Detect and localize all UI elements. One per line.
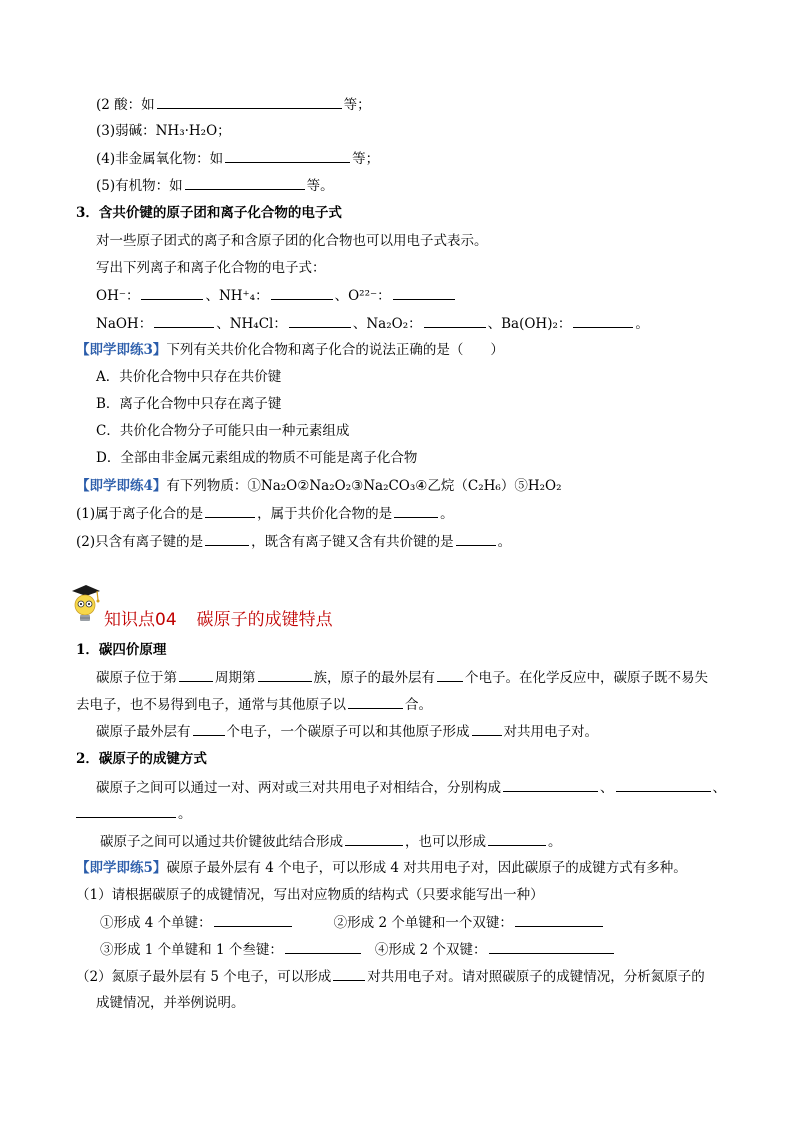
practice4-tag: 【即学即练4】: [76, 478, 167, 494]
c1-bond-blank[interactable]: [348, 694, 403, 709]
practice4-q2-blank2[interactable]: [456, 531, 496, 546]
naoh-label: NaOH：: [96, 316, 153, 332]
practice5-o1: ①形成 4 个单键：: [100, 915, 212, 931]
na2o2-blank[interactable]: [424, 313, 486, 328]
practice4-q2-blank1[interactable]: [205, 531, 249, 546]
carbon-section1-line1: [96, 667, 708, 688]
c2-blank2[interactable]: [616, 777, 711, 792]
c1-l3-a: 碳原子最外层有: [96, 724, 191, 740]
practice5-tag: 【即学即练5】: [76, 860, 167, 876]
section3-p1: 对一些原子团式的离子和含原子团的化合物也可以用电子式表示。: [96, 233, 488, 249]
carbon-section2-line2: [76, 803, 192, 824]
c1-group-blank[interactable]: [258, 667, 312, 682]
c1-l3-c: 对共用电子对。: [503, 724, 598, 740]
practice4-q2-b: ，既含有离子键又含有共价键的是: [251, 534, 454, 550]
practice4-q1-c: 。: [440, 506, 454, 522]
c1-l1-d: 个电子。在化学反应中，碳原子既不易失: [465, 670, 708, 686]
c2-l3-a: 碳原子之间可以通过共价键彼此结合形成: [100, 834, 343, 850]
knowledge-point-title: [104, 605, 353, 630]
section3-p2: 写出下列离子和离子化合物的电子式：: [96, 260, 326, 276]
c2-l1-a: 碳原子之间可以通过一对、两对或三对共用电子对相结合，分别构成: [96, 780, 501, 796]
carbon-section2-line3: [100, 831, 562, 852]
ions-line: [96, 285, 457, 306]
c1-l1-b: 周期第: [215, 670, 256, 686]
c2-l3-b: ，也可以形成: [405, 834, 486, 850]
compounds-end: 。: [635, 316, 649, 332]
baoh2-label: 、Ba(OH)₂：: [487, 316, 572, 332]
c1-pairs-blank[interactable]: [472, 721, 502, 736]
carbon-section2-heading: 2．碳原子的成键方式: [76, 751, 207, 767]
practice5-o3: ③形成 1 个单键和 1 个叁键：: [100, 942, 283, 958]
knowledge-point-name: 碳原子的成键特点: [196, 610, 333, 630]
practice5-intro: 碳原子最外层有 4 个电子，可以形成 4 对共用电子对，因此碳原子的成键方式有多种。: [166, 860, 687, 876]
ion-o2-label: 、O²²⁻：: [334, 288, 391, 304]
practice5-o1-blank[interactable]: [214, 912, 292, 927]
baoh2-blank[interactable]: [573, 313, 633, 328]
practice3-tag: 【即学即练3】: [76, 342, 167, 358]
practice5-q2-line1: [76, 966, 705, 987]
practice5-o2-blank[interactable]: [515, 912, 603, 927]
organic-line: [96, 175, 334, 196]
practice3-question: 下列有关共价化合物和离子化合的说法正确的是（ ）: [166, 342, 504, 358]
practice5-options-row1: [100, 912, 605, 933]
c1-l1-c: 族，原子的最外层有: [313, 670, 435, 686]
c2-l1-b: 、: [600, 780, 614, 796]
naoh-blank[interactable]: [154, 313, 214, 328]
nh4cl-blank[interactable]: [289, 313, 351, 328]
practice5-o3-blank[interactable]: [285, 939, 361, 954]
c2-l2-end: 。: [178, 806, 192, 822]
nonmetal-oxide-blank[interactable]: [225, 148, 350, 163]
c2-l1-c: 、: [712, 780, 726, 796]
acid-blank[interactable]: [157, 94, 342, 109]
nonmetal-oxide-line: [96, 148, 379, 169]
practice3-option-c[interactable]: C．共价化合物分子可能只由一种元素组成: [96, 423, 350, 439]
acid-prefix: (2 酸：如: [96, 97, 155, 113]
practice4-q1-b: ，属于共价化合物的是: [257, 506, 393, 522]
c2-chain-blank[interactable]: [345, 831, 403, 846]
organic-blank[interactable]: [185, 175, 305, 190]
practice5-q1: （1）请根据碳原子的成键情况，写出对应物质的结构式（只要求能写出一种）: [76, 887, 544, 903]
ion-o2-blank[interactable]: [393, 285, 455, 300]
practice4-question: 有下列物质：①Na₂O②Na₂O₂③Na₂CO₃④乙烷（C₂H₆）⑤H₂O₂: [166, 478, 562, 494]
practice5-q2-blank[interactable]: [333, 966, 365, 981]
practice5-o4-blank[interactable]: [489, 939, 614, 954]
acid-line: [96, 94, 371, 115]
ion-nh4-blank[interactable]: [271, 285, 333, 300]
practice4-question-line: [76, 476, 561, 496]
organic-suffix: 等。: [306, 178, 334, 194]
carbon-section2-line1: [96, 777, 726, 798]
ion-oh-label: OH⁻：: [96, 288, 140, 304]
c2-blank3[interactable]: [76, 803, 176, 818]
section3-heading: 3．含共价键的原子团和离子化合物的电子式: [76, 205, 342, 221]
scholar-bulb-icon: [70, 583, 102, 625]
practice5-q2-line2: 成键情况，并举例说明。: [96, 995, 245, 1011]
practice5-options-row2: [100, 939, 616, 960]
knowledge-point-number: 知识点04: [104, 610, 177, 630]
c2-ring-blank[interactable]: [488, 831, 546, 846]
practice4-q1-blank2[interactable]: [394, 503, 438, 518]
c2-l3-c: 。: [548, 834, 562, 850]
c1-period-blank[interactable]: [179, 667, 213, 682]
na2o2-label: 、Na₂O₂：: [352, 316, 422, 332]
c1-l2-b: 合。: [405, 697, 432, 713]
compounds-line: [96, 313, 649, 334]
practice5-o2: ②形成 2 个单键和一个双键：: [333, 915, 513, 931]
ion-oh-blank[interactable]: [141, 285, 203, 300]
practice5-q2-a: （2）氮原子最外层有 5 个电子，可以形成: [76, 969, 332, 985]
practice3-option-d[interactable]: D．全部由非金属元素组成的物质不可能是离子化合物: [96, 450, 418, 466]
carbon-section1-heading: 1．碳四价原理: [76, 642, 167, 658]
nonmetal-oxide-suffix: 等；: [352, 151, 380, 167]
organic-prefix: (5)有机物：如: [96, 178, 183, 194]
practice3-question-line: [76, 340, 504, 360]
weak-base-line: (3)弱碱：NH₃·H₂O；: [96, 123, 231, 139]
practice4-q1-a: (1)属于离子化合的是: [76, 506, 204, 522]
practice3-option-b[interactable]: B．离子化合物中只存在离子键: [96, 396, 282, 412]
c1-l3-b: 个电子，一个碳原子可以和其他原子形成: [226, 724, 470, 740]
c1-outer-blank[interactable]: [193, 721, 225, 736]
practice4-q1-blank1[interactable]: [205, 503, 255, 518]
practice5-o4: ④形成 2 个双键：: [374, 942, 487, 958]
c1-l1-a: 碳原子位于第: [96, 670, 177, 686]
c1-electron-blank[interactable]: [437, 667, 463, 682]
practice4-q1: [76, 503, 454, 524]
practice3-option-a[interactable]: A．共价化合物中只存在共价键: [96, 369, 282, 385]
acid-suffix: 等；: [343, 97, 371, 113]
ion-nh4-label: 、NH⁺₄：: [205, 288, 269, 304]
nonmetal-oxide-prefix: (4)非金属氧化物：如: [96, 151, 224, 167]
practice4-q2-a: (2)只含有离子键的是: [76, 534, 204, 550]
practice5-intro-line: [76, 858, 687, 878]
practice4-q2-c: 。: [497, 534, 512, 550]
c1-l2-a: 去电子，也不易得到电子，通常与其他原子以: [76, 697, 346, 713]
carbon-section1-line2: [76, 694, 432, 715]
carbon-section1-line3: [96, 721, 598, 742]
practice4-q2: [76, 531, 511, 552]
c2-blank1[interactable]: [503, 777, 598, 792]
practice5-q2-b: 对共用电子对。请对照碳原子的成键情况，分析氮原子的: [367, 969, 705, 985]
nh4cl-label: 、NH₄Cl：: [216, 316, 287, 332]
